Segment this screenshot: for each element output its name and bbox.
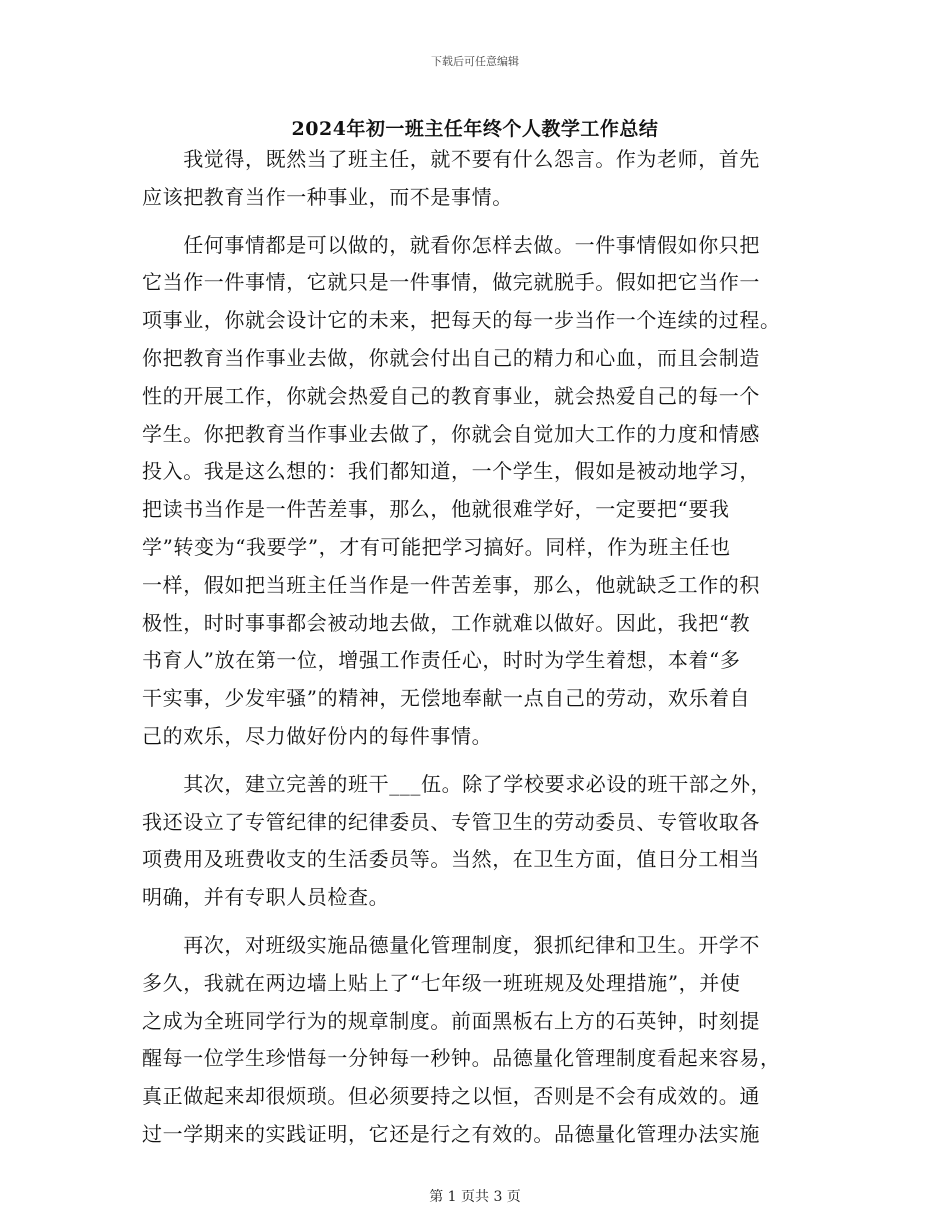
document-body: [142, 141, 808, 1154]
document-title: 2024年初一班主任年终个人教学工作总结: [291, 118, 659, 140]
text-line: 任何事情都是可以做的，就看你怎样去做。一件事情假如你只把: [142, 232, 760, 257]
text-line: 项费用及班费收支的生活委员等。当然，在卫生方面，值日分工相当: [142, 847, 760, 872]
text-line: 项事业，你就会设计它的未来，把每天的每一步当作一个连续的过程。: [142, 308, 781, 333]
text-line: 投入。我是这么想的：我们都知道，一个学生，假如是被动地学习，: [142, 459, 760, 484]
paragraph: [142, 227, 808, 756]
text-line: 我还设立了专管纪律的纪律委员、专管卫生的劳动委员、专管收取各: [142, 809, 760, 834]
text-line: 真正做起来却很烦琐。但必须要持之以恒，否则是不会有成效的。通: [142, 1084, 760, 1109]
text-line: 性的开展工作，你就会热爱自己的教育事业，就会热爱自己的每一个: [142, 383, 760, 408]
text-line: 应该把教育当作一种事业，而不是事情。: [142, 184, 513, 209]
text-line: 明确，并有专职人员检查。: [142, 885, 390, 910]
paragraph: [142, 766, 808, 917]
text-line: 醒每一位学生珍惜每一分钟每一秒钟。品德量化管理制度看起来容易，: [142, 1046, 781, 1071]
text-line: 我觉得，既然当了班主任，就不要有什么怨言。作为老师，首先: [142, 147, 760, 171]
text-line: 一样，假如把当班主任当作是一件苦差事，那么，他就缺乏工作的积: [142, 572, 760, 597]
text-line: 己的欢乐，尽力做好份内的每件事情。: [142, 723, 493, 748]
text-line: 多久，我就在两边墙上贴上了“七年级一班班规及处理措施”，并使: [142, 970, 741, 995]
text-line: 学生。你把教育当作事业去做了，你就会自觉加大工作的力度和情感: [142, 421, 760, 446]
page-header-note: 下载后可任意编辑: [431, 55, 519, 68]
paragraph: [142, 141, 808, 217]
text-line: 它当作一件事情，它就只是一件事情，做完就脱手。假如把它当作一: [142, 270, 760, 295]
text-line: 其次，建立完善的班干___伍。除了学校要求必设的班干部之外，: [142, 771, 772, 796]
text-line: 过一学期来的实践证明，它还是行之有效的。品德量化管理办法实施: [142, 1121, 760, 1146]
text-line: 学”转变为“我要学”，才有可能把学习搞好。同样，作为班主任也: [142, 534, 731, 559]
text-line: 你把教育当作事业去做，你就会付出自己的精力和心血，而且会制造: [142, 345, 760, 370]
text-line: 再次，对班级实施品德量化管理制度，狠抓纪律和卫生。开学不: [142, 932, 760, 957]
text-line: 之成为全班同学行为的规章制度。前面黑板右上方的石英钟，时刻提: [142, 1008, 760, 1033]
text-line: 书育人”放在第一位，增强工作责任心，时时为学生着想，本着“多: [142, 648, 741, 673]
paragraph: [142, 927, 808, 1154]
text-line: 干实事，少发牢骚”的精神，无偿地奉献一点自己的劳动，欢乐着自: [142, 686, 751, 711]
page-number: 第 1 页共 3 页: [429, 1189, 521, 1205]
text-line: 极性，时时事事都会被动地去做，工作就难以做好。因此，我把“教: [142, 610, 751, 635]
text-line: 把读书当作是一件苦差事，那么，他就很难学好，一定要把“要我: [142, 497, 730, 522]
